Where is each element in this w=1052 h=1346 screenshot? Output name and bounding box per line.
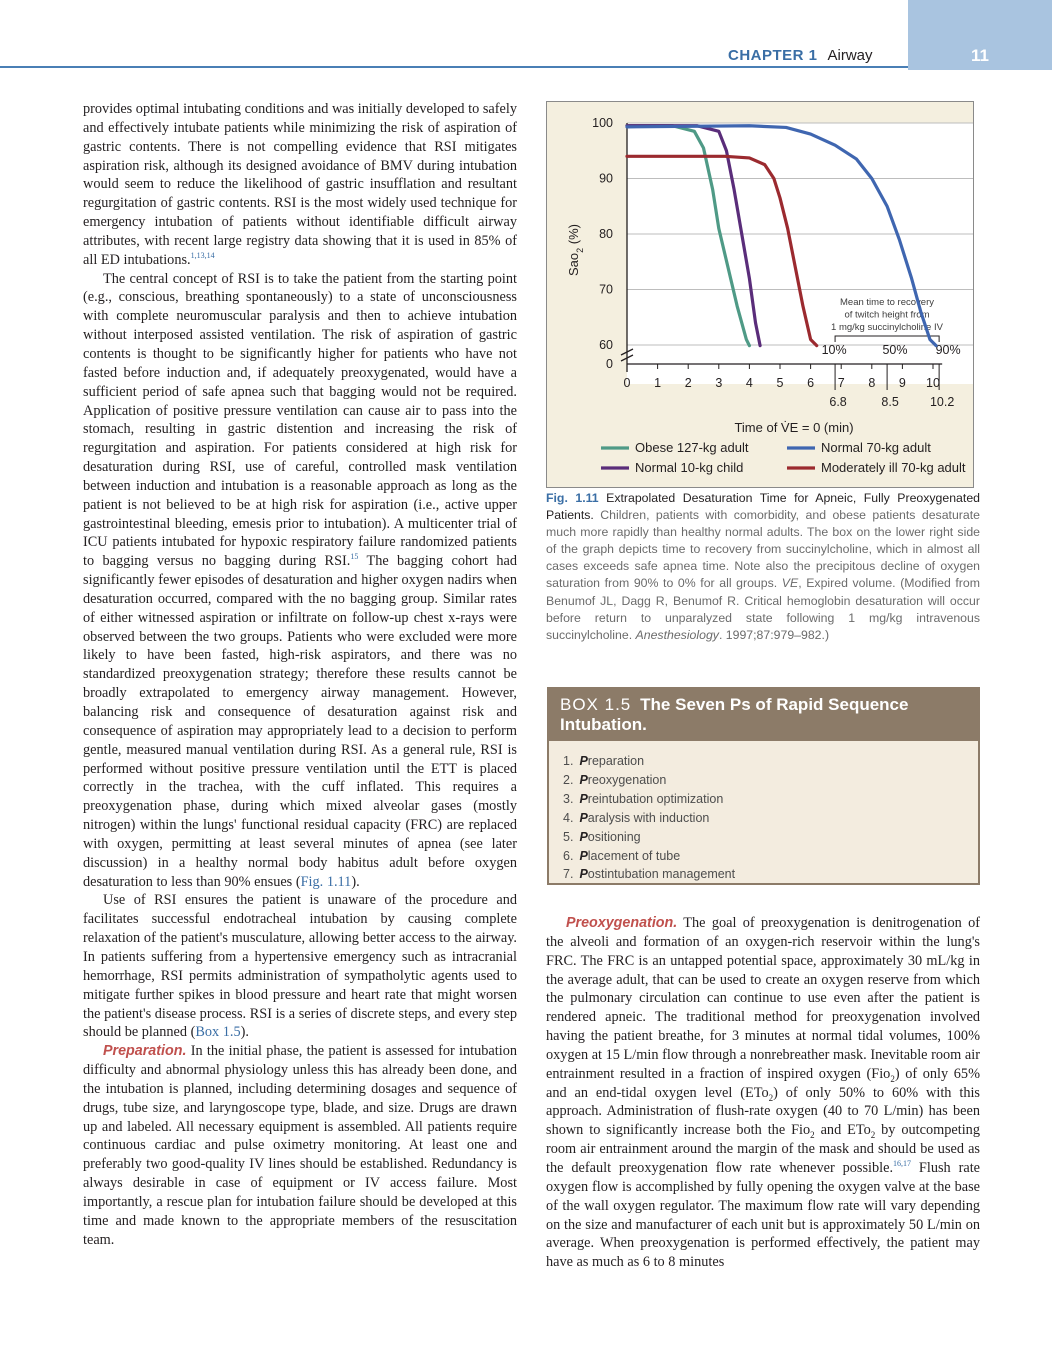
x-tick-label: 8 (868, 376, 876, 390)
legend-label: Normal 70-kg adult (821, 440, 931, 455)
desaturation-chart (547, 102, 973, 487)
y-tick-label: 60 (599, 338, 613, 352)
recovery-time-label: 10.2 (929, 395, 955, 409)
y-axis-label: Sao$_2$ (%) (566, 224, 585, 276)
header-rule (0, 66, 908, 68)
section-runin-heading: Preparation. (103, 1043, 187, 1060)
paragraph-text: The bagging cohort had significantly fewer episodes of desaturation and higher oxygen nadirs when desaturation occurred, compared with the no bagging group. Similar rates of either witnessed aspiration or infiltrate on follow-up chest x-rays were observed between the two groups. Patients who were excluded were more likely to have been fasted, high-risk aspirators, and there was no standardized preoxygenation strategy; therefore these results cannot be broadly extrapolated to emergency airway management. However, balancing risk and consequence of desaturation against risk and consequence of aspiration may appropriately lead to a decision to perform gentle, measured manual ventilation during RSI. As a general rule, RSI is performed without positive pressure ventilation until the ETT is placed correctly in the trachea, with the cuff inflated. This requires a preoxygenation phase, during which mixed alveolar gases (mostly nitrogen) within the lungs' functional residual capacity (FRC) are replaced with oxygen, permitting at least several minutes of apnea (see later discussion) in a healthy normal body habitus adult before oxygen desaturation to less than 90% ensues ( (83, 553, 517, 890)
caption-italic: VE (781, 576, 799, 591)
x-tick-label: 2 (684, 376, 692, 390)
list-text: aralysis with induction (587, 810, 710, 825)
y-tick-label: 90 (599, 171, 613, 186)
box-list-item (563, 771, 978, 790)
annotation-text: of twitch height from (844, 309, 930, 321)
caption-text: , Expired volume. (Modified from Benumof JL, Dagg R, Benumof R. Critical hemoglobin desaturation will occur before return to unparalyzed state following 1 mg/kg intravenous succinylcholine. (546, 576, 980, 642)
caption-journal: Anesthesiology (635, 627, 719, 642)
box-list-item (563, 752, 978, 771)
box-seven-ps (547, 687, 980, 885)
list-text: ositioning (587, 829, 641, 844)
x-tick-label: 7 (837, 376, 845, 390)
box-list-item (563, 809, 978, 828)
list-initial: P (579, 867, 588, 882)
subscript: 2 (890, 1073, 895, 1084)
page-number-tab (908, 0, 1052, 70)
list-initial: P (579, 810, 588, 825)
list-initial: P (579, 848, 588, 863)
figure-title: Extrapolated Desaturation Time for Apneic, Fully Preoxygenated Patients. (546, 491, 980, 523)
list-text: ostintubation management (587, 867, 736, 882)
section-runin-heading: Preoxygenation. (566, 915, 678, 931)
x-tick-label: 6 (807, 376, 815, 390)
box-header (549, 689, 978, 741)
paragraph (83, 270, 517, 892)
right-column (546, 914, 980, 1272)
recovery-time-label: 6.8 (829, 395, 847, 409)
list-initial: P (579, 829, 588, 844)
paragraph-text: ). (351, 873, 360, 890)
recovery-percent-label: 90% (935, 343, 961, 357)
paragraph-text: ). (240, 1024, 249, 1041)
x-tick-label: 10 (926, 376, 940, 390)
running-header (728, 47, 873, 64)
y-tick-label: 80 (599, 227, 613, 241)
box-label: BOX 1.5 (560, 695, 632, 714)
list-initial: P (579, 754, 588, 768)
paragraph (546, 914, 980, 1272)
chapter-label: CHAPTER 1 (728, 47, 818, 64)
box-title: The Seven Ps of Rapid Sequence (640, 695, 909, 714)
list-text: reparation (587, 754, 645, 768)
figure-caption (546, 490, 980, 644)
annotation-text: Mean time to recovery (840, 297, 934, 308)
caption-text: . 1997;87:979–982.) (718, 627, 830, 642)
box-list-item (563, 847, 978, 866)
paragraph-text: The central concept of RSI is to take the patient from the starting point (e.g., conscious, breathing spontaneously) to a state of unconsciousness with complete neuromuscular paralysis and then to achieve intubation without interposed assisted ventilation. The risk of aspiration of gastric contents is thought to be significantly higher for patients who have not fasted before induction and, if adequately preoxygenated, would have a sufficient period of safe apnea such that bagging would not be required. Application of positive pressure ventilation can cause air to pass into the stomach, resulting in gastric distention and increasing the risk of regurgitation and aspiration. For patients considered at high risk for desaturation during RSI, use of careful, controlled mask ventilation between induction and intubation is a reasonable approach as long as the patient is not believed to be at high risk for aspiration (i.e., active upper gastrointestinal bleeding, emesis prior to intubation). A multicenter trial of ICU patients intubated for hypoxic respiratory failure randomized patients to bagging versus no bagging during RSI. (83, 270, 517, 570)
figure-chart (546, 101, 974, 488)
list-number: 6. (563, 848, 574, 863)
recovery-percent-label: 50% (882, 343, 908, 357)
list-initial: P (579, 772, 588, 787)
chapter-title: Airway (827, 47, 873, 64)
paragraph-text: ) of only 65% and an end-tidal oxygen level (ETo (546, 1065, 980, 1101)
reference[interactable]: 16,17 (893, 1159, 912, 1169)
list-text: reintubation optimization (587, 791, 724, 806)
x-tick-label: 1 (654, 376, 662, 390)
list-text: lacement of tube (587, 848, 681, 863)
legend-label: Normal 10-kg child (635, 460, 744, 475)
caption-text: Children, patients with comorbidity, and obese patients desaturate much more rapidly than healthy normal adults. The box on the lower right side of the graph depicts time to recovery from succinylcholine, which in almost all cases exceeds safe apnea time. Note also the precipitous decline of oxygen saturation from 90% to 0% for all groups. (546, 508, 980, 591)
list-number: 7. (563, 867, 574, 882)
y-tick-label: 0 (606, 357, 613, 371)
subscript: 2 (810, 1130, 815, 1141)
x-tick-label: 9 (898, 376, 906, 390)
x-tick-label: 0 (623, 376, 631, 390)
left-column (83, 100, 517, 1249)
x-tick-label: 4 (745, 376, 753, 390)
paragraph-text: Use of RSI ensures the patient is unaware of the procedure and facilitates successful endotracheal intubation by causing complete relaxation of the patient's musculature, allowing better access to the airway. In patients suffering from a hypertensive emergency such as intracranial hemorrhage, RSI permits administration of sympatholytic agents used to mitigate further spikes in blood pressure and heart rate that might worsen the patient's disease process. RSI is a series of discrete steps, and every step should be planned ( (83, 892, 517, 1041)
page-number: 11 (971, 46, 989, 65)
box-title-line2: Intubation. (560, 715, 647, 734)
list-number: 5. (563, 829, 574, 844)
list-number: 2. (563, 772, 574, 787)
legend-label: Moderately ill 70-kg adult (821, 460, 966, 475)
box-list-item (563, 790, 978, 809)
list-initial: P (579, 791, 588, 806)
y-tick-label: 100 (592, 116, 613, 130)
recovery-percent-label: 10% (821, 343, 847, 357)
paragraph-text: by outcompeting room air entrainment around the margin of the mask and should be used as the default preoxygenation flow rate whenever possible. (546, 1122, 980, 1176)
paragraph-text: and ETo (814, 1122, 871, 1139)
legend-label: Obese 127-kg adult (635, 440, 749, 455)
paragraph (83, 1042, 517, 1249)
subscript: 2 (768, 1092, 774, 1103)
x-tick-label: 3 (715, 376, 723, 390)
figure-number: Fig. 1.11 (546, 491, 599, 505)
annotation-text: 1 mg/kg succinylcholine IV (831, 322, 943, 333)
reference[interactable]: 15 (350, 552, 359, 562)
paragraph (83, 100, 517, 270)
x-axis-label: Time of V̇E = 0 (min) (734, 420, 854, 435)
figure-link[interactable]: Fig. 1.11 (300, 873, 352, 890)
list-number: 4. (563, 810, 574, 825)
paragraph-text: The goal of preoxygenation is denitrogenation of the alveoli and formation of an oxygen-rich reservoir within the lung's FRC. The FRC is an untapped potential space, approximately 30 mL/kg in the average adult, that can be used to create an oxygen reserve from which the pulmonary circulation can continue to use even after the patient is rendered apneic. The traditional method for preoxygenation involved having the patient breathe, for 3 minutes at normal tidal volumes, 100% oxygen at 15 L/min flow through a nonrebreather mask. Inevitable room air entrainment resulted in a fraction of inspired oxygen (Fio (546, 915, 980, 1082)
paragraph-text: provides optimal intubating conditions and was initially developed to safely and effectively intubate patients while minimizing the risk of aspiration of gastric contents. There is not compelling evidence that RSI mitigates aspiration risk, although its designed avoidance of BMV during intubation would seem to reduce the likelihood of gastric insufflation and resultant regurgitation of gastric contents. RSI is the most widely used technique for emergency intubation of patients without identifiable difficult airway attributes, with recent large registry data showing that it is used in 85% of all ED intubations. (83, 101, 517, 268)
reference[interactable]: 1,13,14 (190, 250, 215, 260)
paragraph-text: ) of only 50% to 60% with this approach. Administration of flush-rate oxygen (40 to 70 L/min) has been shown to significantly increase both the Fio (546, 1084, 980, 1139)
list-text: reoxygenation (587, 772, 667, 787)
x-tick-label: 5 (776, 376, 784, 390)
list-number: 3. (563, 791, 574, 806)
paragraph-text: In the initial phase, the patient is assessed for intubation difficulty and abnormal physiology unless this has already been done, and the intubation is planned, including determining dosages and sequence of drugs, tube size, and laryngoscope type, blade, and size. Drugs are drawn up and labeled. All necessary equipment is assembled. All patients require continuous cardiac and pulse oximetry monitoring. At least one and preferably two good-quality IV lines should be established. Redundancy is always desirable in case of equipment or IV access failure. Most importantly, a rescue plan for intubation failure should be developed at this time and made known to the appropriate members of the resuscitation team. (83, 1043, 517, 1248)
y-tick-label: 70 (599, 282, 613, 297)
box-list-item (563, 828, 978, 847)
paragraph-text: Flush rate oxygen flow is accomplished by fully opening the oxygen valve at the base of the wall oxygen regulator. The maximum flow rate will vary depending on the size and manufacturer of each unit but is approximately 50 L/min on average. When preoxygenation is performed effectively, the patient may have as much as 6 to 8 minutes (546, 1159, 981, 1271)
list-number: 1. (563, 754, 574, 768)
box-list (549, 741, 978, 884)
subscript: 2 (870, 1130, 876, 1141)
box-list-item (563, 865, 978, 884)
recovery-time-label: 8.5 (881, 395, 899, 409)
paragraph (83, 891, 517, 1042)
box-link[interactable]: Box 1.5 (195, 1024, 241, 1041)
legend (601, 440, 966, 475)
